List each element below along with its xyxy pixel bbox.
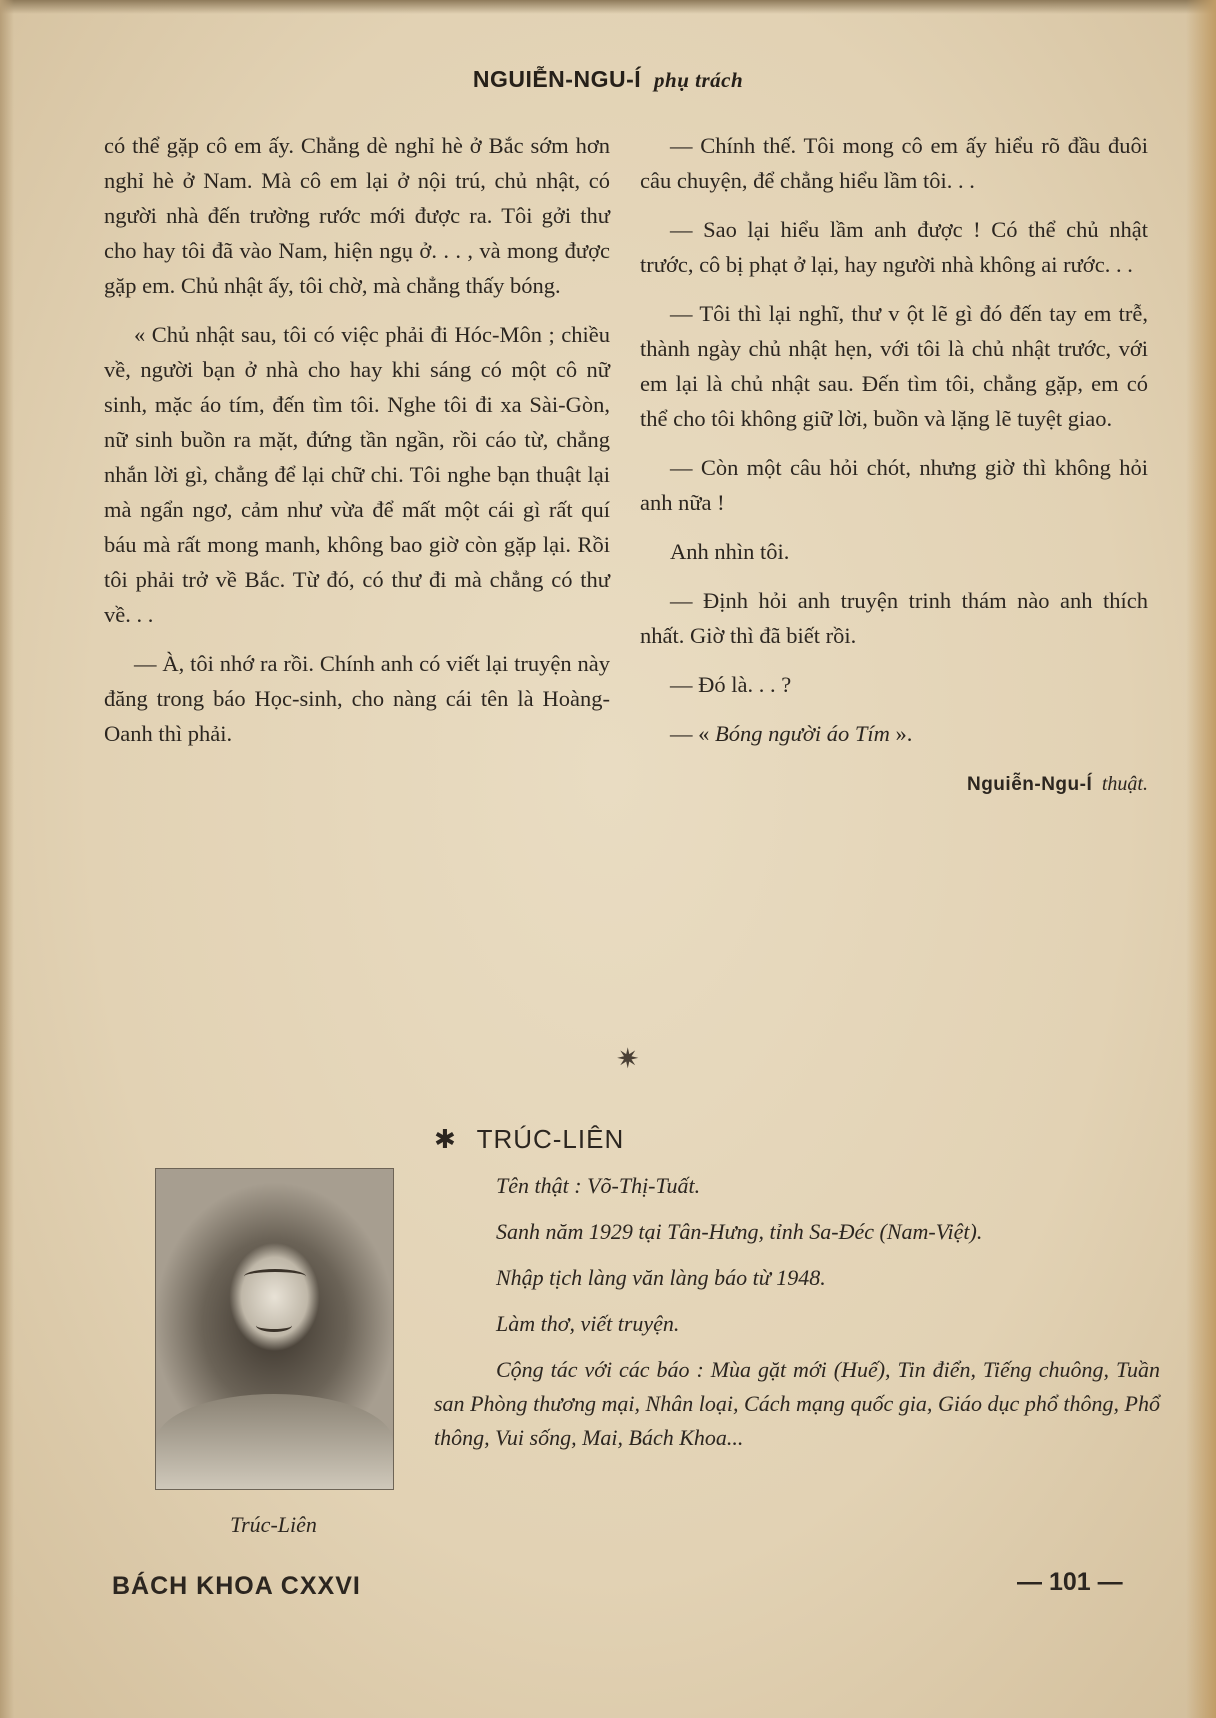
author-portrait-photo bbox=[155, 1168, 394, 1490]
story-title: Bóng người áo Tím bbox=[715, 721, 890, 746]
right-paragraph-7: — Đó là. . . ? bbox=[670, 672, 792, 697]
page-edge-top bbox=[0, 0, 1216, 14]
bio-activity: Làm thơ, viết truyện. bbox=[496, 1311, 680, 1336]
right-paragraph-3: — Tôi thì lại nghĩ, thư v ột lẽ gì đó đến tay em trễ, thành ngày chủ nhật hẹn, với tôi là chủ nhật trước, với em lại là chủ nhật sau. Đến tìm tôi, chẳng gặp, em có thể cho tôi không giữ lời, buồn và lặng lẽ tuyệt giao. bbox=[640, 301, 1148, 431]
portrait-shoulders bbox=[156, 1394, 393, 1489]
right-text-column bbox=[640, 128, 1148, 802]
right-paragraph-4: — Còn một câu hỏi chót, nhưng giờ thì không hỏi anh nữa ! bbox=[640, 455, 1148, 515]
footer-publication: BÁCH KHOA CXXVI bbox=[112, 1572, 361, 1600]
left-text-column bbox=[104, 128, 610, 765]
left-paragraph-2: « Chủ nhật sau, tôi có việc phải đi Hóc-Môn ; chiều về, người bạn ở nhà cho hay khi sáng có một cô nữ sinh, mặc áo tím, đến tìm tôi. Nghe tôi đi xa Sài-Gòn, nữ sinh buồn ra mặt, đứng tần ngần, rồi cáo từ, chẳng nhắn lời gì, chẳng để lại chữ chi. Tôi nghe bạn thuật lại mà ngẩn ngơ, cảm như vừa để mất một cái gì rất quí báu mà rất mong manh, không bao giờ còn gặp lại. Rồi tôi phải trở về Bắc. Từ đó, có thư đi mà chẳng có thư về. . . bbox=[104, 322, 610, 627]
real-name-label: Tên thật : bbox=[496, 1173, 582, 1198]
last-line-suffix: ». bbox=[895, 721, 913, 746]
author-bio bbox=[434, 1122, 1160, 1455]
left-paragraph-1: có thể gặp cô em ấy. Chẳng dè nghỉ hè ở Bắc sớm hơn nghỉ hè ở Nam. Mà cô em lại ở nội trú, chủ nhật, có người nhà đến trường rước mới được ra. Tôi gởi thư cho hay tôi đã vào Nam, hiện ngụ ở. . . , và mong được gặp em. Chủ nhật ấy, tôi chờ, mà chẳng thấy bóng. bbox=[104, 133, 610, 298]
portrait-smile bbox=[256, 1319, 292, 1332]
right-paragraph-1: — Chính thế. Tôi mong cô em ấy hiểu rõ đầu đuôi câu chuyện, để chẳng hiểu lầm tôi. . . bbox=[640, 133, 1148, 193]
right-paragraph-2: — Sao lại hiểu lầm anh được ! Có thể chủ nhật trước, cô bị phạt ở lại, hay người nhà không ai rước. . . bbox=[640, 217, 1148, 277]
signature-word: thuật. bbox=[1101, 773, 1148, 795]
photo-caption: Trúc-Liên bbox=[230, 1512, 317, 1537]
bio-heading bbox=[434, 1122, 1160, 1157]
right-paragraph-8 bbox=[640, 716, 1148, 751]
bio-birth: Sanh năm 1929 tại Tân-Hưng, tỉnh Sa-Đéc (Nam-Việt). bbox=[496, 1219, 983, 1244]
real-name-value: Võ-Thị-Tuất. bbox=[587, 1173, 701, 1198]
page-edge-right bbox=[1186, 0, 1216, 1718]
header-author: NGUIỄN-NGU-Í bbox=[472, 66, 642, 92]
right-paragraph-5: Anh nhìn tôi. bbox=[670, 539, 790, 564]
portrait-brow bbox=[244, 1269, 306, 1284]
running-head bbox=[0, 66, 1216, 93]
signature bbox=[640, 765, 1148, 802]
last-line-prefix: — « bbox=[670, 721, 710, 746]
footer-page-number: — 101 — bbox=[1017, 1568, 1123, 1596]
left-paragraph-3: — À, tôi nhớ ra rồi. Chính anh có viết lại truyện này đăng trong báo Học-sinh, cho nàng cái tên là Hoàng-Oanh thì phải. bbox=[104, 651, 610, 746]
bio-real-name bbox=[434, 1169, 1160, 1203]
asterisk-star-icon: ✱ bbox=[434, 1125, 457, 1155]
right-paragraph-6: — Định hỏi anh truyện trinh thám nào anh thích nhất. Giờ thì đã biết rồi. bbox=[640, 588, 1148, 648]
bio-entry: Nhập tịch làng văn làng báo từ 1948. bbox=[496, 1265, 826, 1290]
header-role: phụ trách bbox=[654, 68, 744, 92]
star-icon: ✷ bbox=[616, 1042, 640, 1075]
page-edge-left bbox=[0, 0, 14, 1718]
bio-works: Cộng tác với các báo : Mùa gặt mới (Huế), Tin điển, Tiếng chuông, Tuần san Phòng thương mại, Nhân loại, Cách mạng quốc gia, Giáo dục phổ thông, Phổ thông, Vui sống, Mai, Bách Khoa... bbox=[434, 1357, 1160, 1450]
signature-name: Nguiễn-Ngu-Í bbox=[966, 774, 1093, 795]
bio-name: TRÚC-LIÊN bbox=[476, 1124, 625, 1154]
